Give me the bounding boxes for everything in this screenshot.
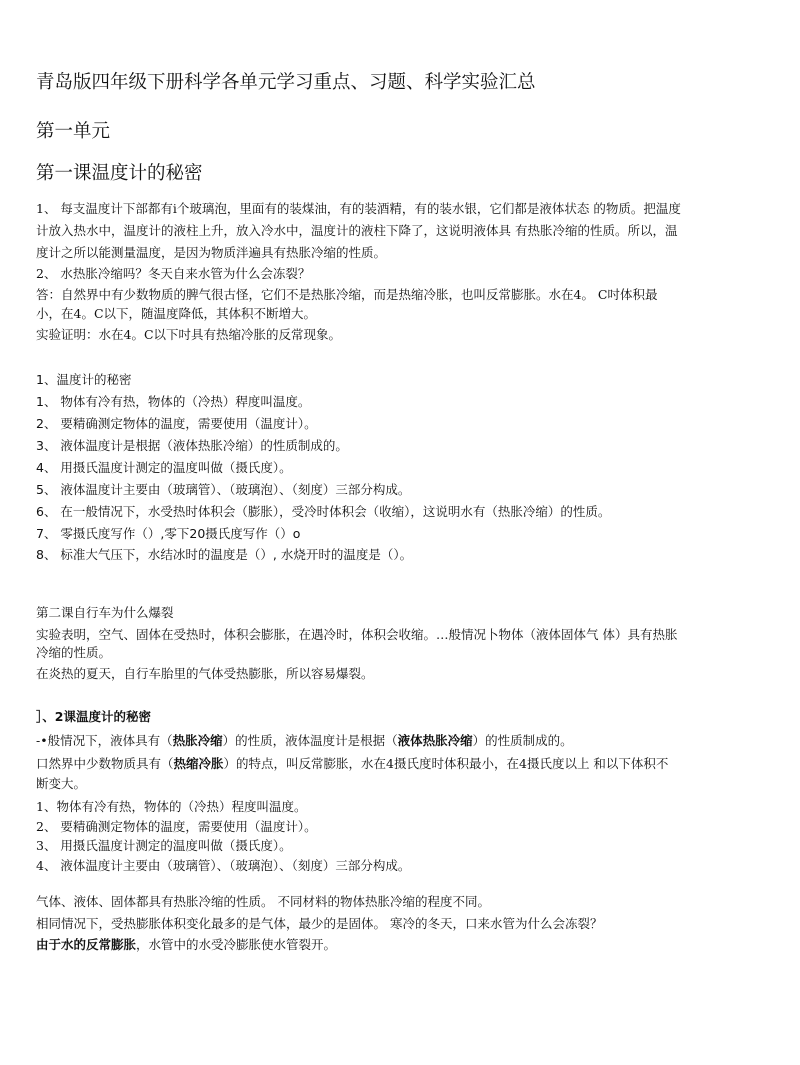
paragraph-line: 断变大。 — [36, 776, 87, 791]
paragraph-line: 答：自然界中有少数物质的脾气很古怪，它们不是热胀冷缩，而是热缩冷胀，也叫反常膨胀。水在4。 C吋体积最 — [36, 287, 658, 302]
paragraph-line — [36, 756, 668, 772]
lesson1-heading: 第一课温度计的秘密 — [36, 163, 203, 184]
list-item: 4、 用摄氏温度计测定的温度叫做（摄氏度）。 — [36, 460, 292, 475]
paragraph-line: 计放入热水中，温度计的液柱上升，放入冷水中，温度计的液柱下降了，这说明液体具 有热胀冷缩的性质。所以，温 — [36, 223, 678, 238]
paragraph-line — [36, 733, 573, 749]
text-run: -•般情况下，液体具有（ — [36, 733, 173, 748]
list-item: 1、物体有冷有热，物体的（冷热）程度叫温度。 — [36, 799, 307, 814]
bold-term: 热胀冷缩 — [172, 733, 223, 748]
text-run: ）的性质，液体温度计是根据（ — [222, 733, 398, 748]
paragraph-line: 2、 水热胀冷缩吗？冬天自来水管为什么会冻裂？ — [36, 266, 311, 281]
text-run: 口然界中少数物质具有（ — [36, 756, 174, 771]
list-item: 5、 液体温度计主要由（玻璃管）、（玻璃泡）、（刻度）三部分构成。 — [36, 482, 411, 497]
section-heading: 1、温度计的秘密 — [36, 372, 132, 387]
paragraph-line: 实验证明：水在4。C以下吋具有热缩冷胀的反常现象。 — [36, 327, 342, 342]
list-item: 8、 标准大气压下，水结冰时的温度是（）, 水烧开时的温度是（）。 — [36, 547, 413, 562]
paragraph-line — [36, 937, 336, 953]
list-item: 6、 在一般情况下，水受热时体积会（膨胀），受冷时体积会（收缩），这说明水有（热胀冷缩）的性质。 — [36, 504, 611, 519]
lesson2-heading: 第二课自行车为什么爆裂 — [36, 605, 174, 620]
paragraph-line: 1、 每支温度计下部都有i个玻璃泡，里面有的装煤油，有的装酒精，有的装水银，它们都是液体状态 的物质。把温度 — [36, 201, 681, 216]
list-item: 3、 用摄氏温度计测定的温度叫做（摄氏度）。 — [36, 838, 292, 853]
paragraph-line: 冷缩的性质。 — [36, 645, 112, 660]
text-run: ，水管中的水受冷膨胀使水管裂开。 — [136, 937, 337, 952]
list-item: 3、 液体温度计是根据（液体热胀冷缩）的性质制成的。 — [36, 438, 348, 453]
unit-heading: 第一单元 — [36, 121, 111, 142]
list-item: 2、 要精确测定物体的温度，需要使用（温度计）。 — [36, 416, 317, 431]
paragraph-line: 在炎热的夏天，自行车胎里的气体受热膨胀，所以容易爆裂。 — [36, 666, 374, 681]
paragraph-line: 小，在4。C以下，随温度降低，其体积不断増大。 — [36, 306, 317, 321]
bold-term: 由于水的反常膨胀 — [36, 937, 137, 952]
text-run: ）的性质制成的。 — [472, 733, 573, 748]
list-item: 7、 零摄氏度写作（）,零下20摄氏度写作（）o — [36, 526, 301, 541]
text-run: ）的特点，叫反常膨胀，水在4摄氏度时体积最小，在4摄氏度以上 和以下体积不 — [223, 756, 669, 771]
bold-term: 液体热胀冷缩 — [397, 733, 473, 748]
document-title: 青岛版四年级下册科学各单元学习重点、习题、科学实验汇总 — [36, 72, 536, 93]
list-item: 1、 物体有冷有热，物体的（冷热）稈度叫温度。 — [36, 394, 311, 409]
list-item: 2、 要精确测定物体的温度，需要使用（温度计）。 — [36, 819, 317, 834]
bold-term: 热缩冷胀 — [173, 756, 224, 771]
paragraph-line: 度计之所以能测量温度，是因为物质泮遍具有热胀冷缩的性质。 — [36, 245, 387, 260]
paragraph-line: 实验表明，空气、固体在受热时，体积会膨胀，在遇冷时，体积会收缩。…般情况卜物体（液体固体气 体）具有热胀 — [36, 627, 678, 642]
section-heading: ］、2课温度计的秘密 — [36, 709, 151, 724]
paragraph-line: 气体、液体、固体都具有热胀冷缩的性质。 不同材料的物体热胀冷缩的程度不同。 — [36, 894, 490, 909]
list-item: 4、 液体温度计主要由（玻璃管）、（玻璃泡）、（刻度）三部分构成。 — [36, 858, 411, 873]
paragraph-line: 相同情况下，受热膨胀体积变化最多的是气体，最少的是固体。 寒冷的冬天，口来水管为什么会冻裂？ — [36, 916, 603, 931]
